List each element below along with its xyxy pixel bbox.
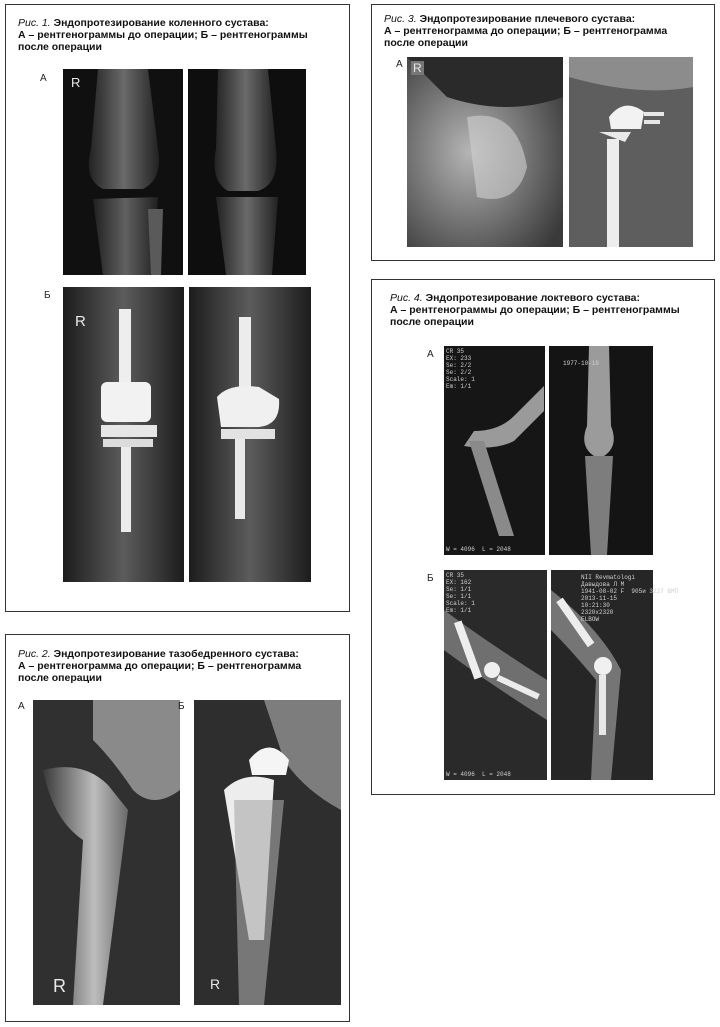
figure-1-line-3: после операции: [18, 41, 102, 53]
figure-1-title: Эндопротезирование коленного сустава:: [53, 17, 269, 29]
knee-xray-postop-frontal: [63, 287, 184, 582]
figure-2-number: Рис. 2.: [18, 648, 51, 660]
figure-4-number: Рис. 4.: [390, 292, 423, 304]
dicom-footer: W = 4096 L = 2048: [446, 546, 511, 553]
figure-2-line-3: после операции: [18, 672, 102, 684]
dicom-metadata-left: CR 35 EX: 233 Se: 2/2 Se: 2/2 Scale: 1 Em: 1/1: [446, 348, 475, 390]
dicom-metadata-left: CR 35 EX: 162 Se: 1/1 Se: 1/1 Scale: 1 Em: 1/1: [446, 572, 475, 614]
figure-1-number: Рис. 1.: [18, 17, 51, 29]
figure-2-label-b: Б: [178, 701, 185, 712]
knee-xray-postop-lateral: [189, 287, 311, 582]
side-marker-r: R: [210, 976, 221, 992]
figure-4-line-3: после операции: [390, 316, 474, 328]
shoulder-xray-postop: [569, 57, 693, 247]
elbow-xray-preop-frontal: [444, 346, 545, 555]
side-marker-r: R: [413, 61, 422, 75]
figure-4-caption: [390, 292, 704, 328]
figure-3-title: Эндопротезирование плечевого сустава:: [419, 13, 636, 25]
figure-1-caption: [18, 17, 339, 53]
figure-1-label-a: А: [40, 73, 47, 84]
figure-2-title: Эндопротезирование тазобедренного сустава:: [53, 648, 299, 660]
elbow-xray-postop-frontal: [444, 570, 547, 780]
figure-4-title: Эндопротезирование локтевого сустава:: [425, 292, 640, 304]
figure-4-label-a: А: [427, 349, 434, 360]
figure-2-line-2: А – рентгенограмма до операции; Б – рентгенограмма: [18, 660, 302, 672]
figure-1-label-b: Б: [44, 290, 51, 301]
figure-3-line-2: А – рентгенограмма до операции; Б – рентгенограмма: [384, 25, 668, 37]
elbow-xray-postop-lateral: [551, 570, 679, 780]
figure-3-shoulder: [371, 4, 715, 261]
side-marker-r: R: [71, 75, 81, 90]
figure-4-line-2: А – рентгенограммы до операции; Б – рентгенограммы: [390, 304, 680, 316]
figure-4-elbow: [371, 279, 715, 795]
dicom-metadata-right: 1977-10-18: [563, 360, 600, 367]
shoulder-xray-preop: [407, 57, 563, 247]
knee-xray-preop-frontal: [63, 69, 183, 275]
hip-xray-preop: [33, 700, 180, 1005]
figure-1-knee: [5, 4, 350, 612]
figure-2-label-a: А: [18, 701, 25, 712]
figure-1-line-2: А – рентгенограммы до операции; Б – рентгенограммы: [18, 29, 308, 41]
figure-3-label-a: А: [396, 59, 403, 70]
elbow-xray-preop-lateral: [549, 346, 653, 555]
side-marker-r: R: [75, 313, 86, 330]
knee-xray-preop-lateral: [188, 69, 306, 275]
hip-xray-postop: [194, 700, 341, 1005]
dicom-metadata-right: NII Revmatologi Давыдова Л М 1941-08-02 F 905и 3227 ВМП 2013-11-15 10:21:30 2320x2320 ELBOW: [581, 574, 679, 623]
figure-3-line-3: после операции: [384, 37, 468, 49]
figure-3-number: Рис. 3.: [384, 13, 417, 25]
dicom-footer: W = 4096 L = 2048: [446, 771, 511, 778]
side-marker-r: R: [53, 976, 66, 996]
figure-3-caption: [384, 13, 704, 49]
figure-2-hip: [5, 634, 350, 1022]
figure-4-label-b: Б: [427, 573, 434, 584]
figure-2-caption: [18, 648, 339, 684]
